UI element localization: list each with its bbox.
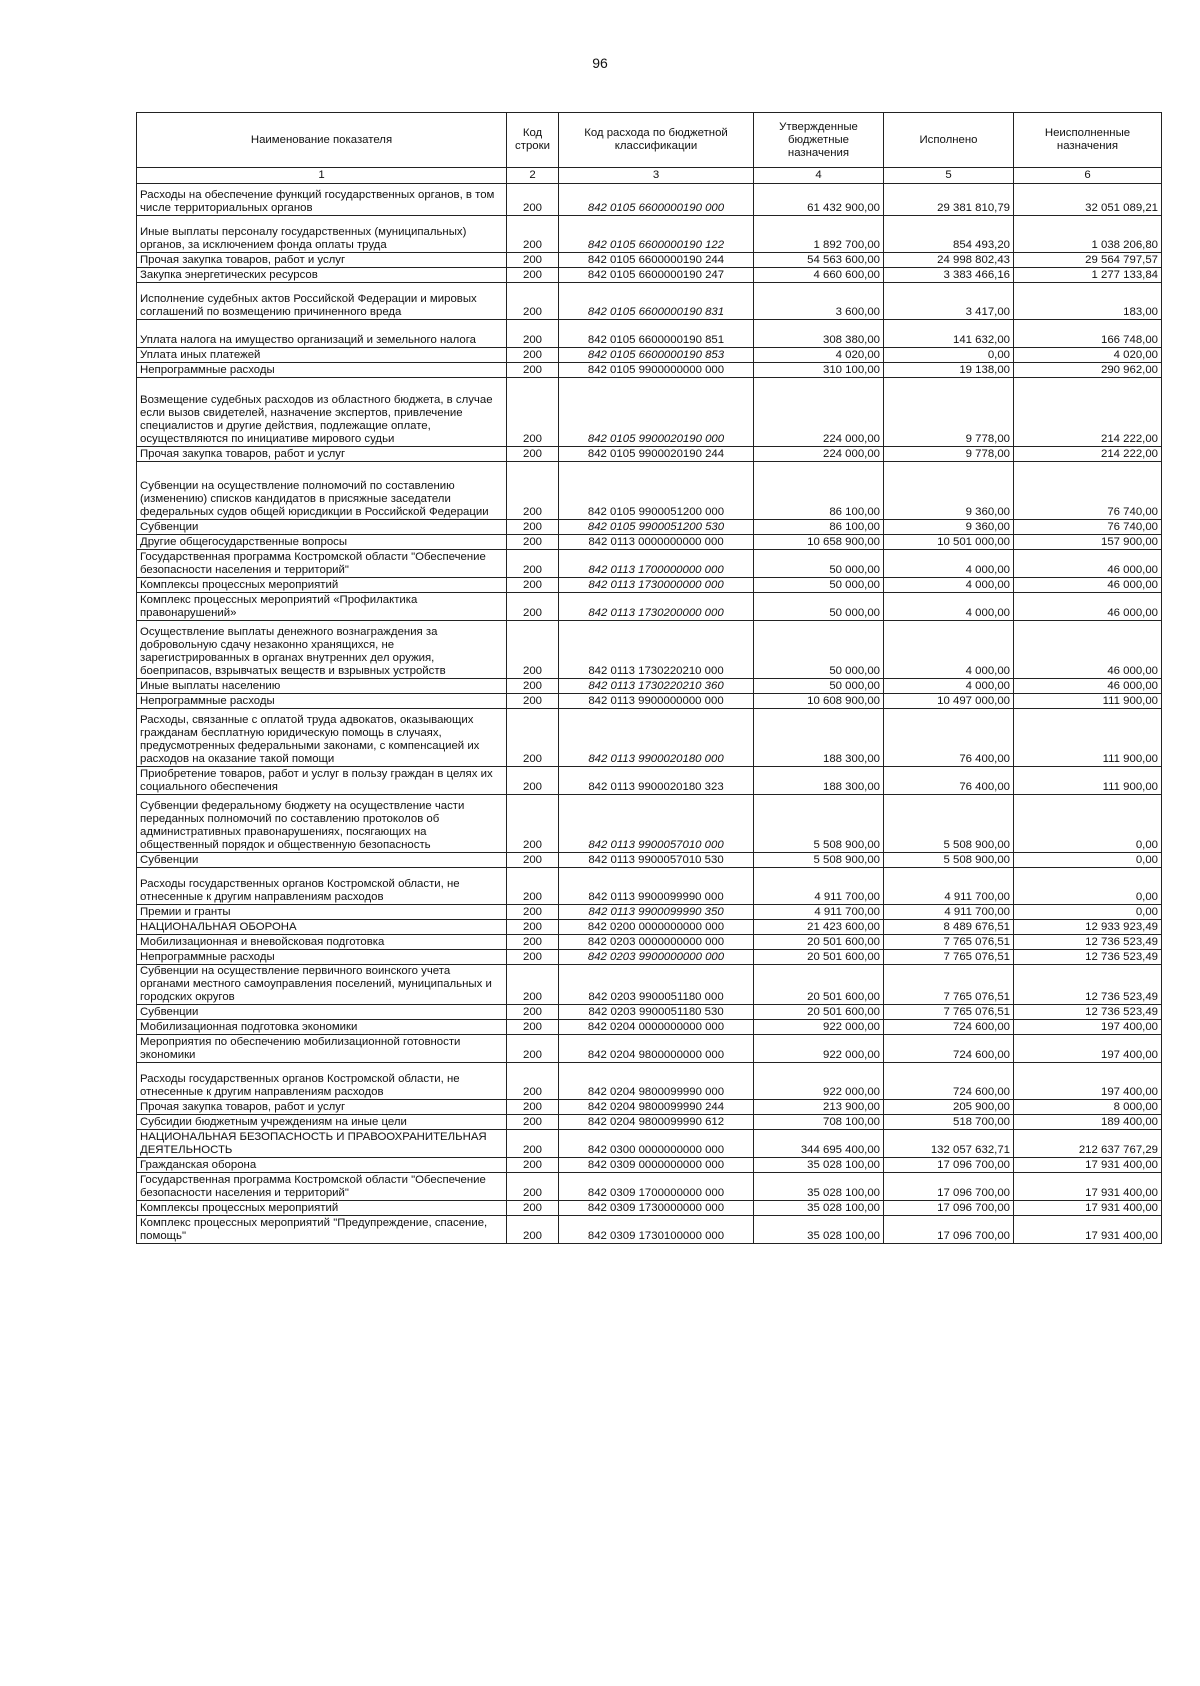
table-row [137,621,1162,679]
row-approved: 20 501 600,00 [754,1005,884,1020]
row-code: 200 [507,283,559,320]
row-class-code: 842 0113 9900057010 000 [559,795,754,853]
row-name: Субвенции [137,853,507,868]
table-row [137,709,1162,767]
row-unexecuted: 46 000,00 [1014,679,1162,694]
table-row [137,268,1162,283]
row-class-code: 842 0113 1730220210 000 [559,621,754,679]
row-name: Приобретение товаров, работ и услуг в пользу граждан в целях их социального обеспечения [137,767,507,795]
row-code: 200 [507,935,559,950]
row-code: 200 [507,1063,559,1100]
row-approved: 86 100,00 [754,520,884,535]
row-executed: 76 400,00 [884,767,1014,795]
row-class-code: 842 0113 1700000000 000 [559,550,754,578]
row-name: Прочая закупка товаров, работ и услуг [137,253,507,268]
table-row [137,1100,1162,1115]
row-approved: 4 911 700,00 [754,905,884,920]
row-name: Субвенции на осуществление первичного воинского учета органами местного самоуправления поселений, муниципальных и городских округов [137,965,507,1005]
table-row [137,767,1162,795]
row-class-code: 842 0105 9900051200 530 [559,520,754,535]
row-code: 200 [507,447,559,462]
row-executed: 141 632,00 [884,320,1014,348]
row-class-code: 842 0105 6600000190 853 [559,348,754,363]
row-code: 200 [507,268,559,283]
row-unexecuted: 17 931 400,00 [1014,1173,1162,1201]
row-unexecuted: 29 564 797,57 [1014,253,1162,268]
row-code: 200 [507,694,559,709]
row-code: 200 [507,1201,559,1216]
column-number-row [137,168,1162,184]
row-code: 200 [507,184,559,216]
row-unexecuted: 76 740,00 [1014,462,1162,520]
row-class-code: 842 0203 9900000000 000 [559,950,754,965]
row-name: Прочая закупка товаров, работ и услуг [137,1100,507,1115]
row-name: Гражданская оборона [137,1158,507,1173]
row-approved: 35 028 100,00 [754,1216,884,1244]
row-name: Государственная программа Костромской области "Обеспечение безопасности населения и территорий" [137,1173,507,1201]
row-executed: 4 000,00 [884,679,1014,694]
row-executed: 4 911 700,00 [884,905,1014,920]
row-approved: 20 501 600,00 [754,965,884,1005]
row-executed: 0,00 [884,348,1014,363]
row-approved: 61 432 900,00 [754,184,884,216]
row-unexecuted: 12 736 523,49 [1014,950,1162,965]
row-unexecuted: 1 277 133,84 [1014,268,1162,283]
row-class-code: 842 0113 1730220210 360 [559,679,754,694]
table-row [137,1005,1162,1020]
row-name: Комплекс процессных мероприятий "Предупреждение, спасение, помощь" [137,1216,507,1244]
row-unexecuted: 46 000,00 [1014,621,1162,679]
row-approved: 188 300,00 [754,767,884,795]
row-unexecuted: 111 900,00 [1014,767,1162,795]
row-name: Другие общегосударственные вопросы [137,535,507,550]
row-approved: 50 000,00 [754,550,884,578]
row-executed: 7 765 076,51 [884,1005,1014,1020]
row-code: 200 [507,868,559,905]
table-row [137,378,1162,447]
row-name: Уплата иных платежей [137,348,507,363]
row-class-code: 842 0105 6600000190 831 [559,283,754,320]
table-row [137,950,1162,965]
table-row [137,578,1162,593]
row-approved: 922 000,00 [754,1035,884,1063]
row-executed: 3 417,00 [884,283,1014,320]
row-approved: 35 028 100,00 [754,1173,884,1201]
row-unexecuted: 183,00 [1014,283,1162,320]
row-class-code: 842 0200 0000000000 000 [559,920,754,935]
row-unexecuted: 12 736 523,49 [1014,965,1162,1005]
row-unexecuted: 8 000,00 [1014,1100,1162,1115]
row-approved: 35 028 100,00 [754,1201,884,1216]
row-class-code: 842 0105 9900051200 000 [559,462,754,520]
row-code: 200 [507,1035,559,1063]
row-name: Субвенции федеральному бюджету на осуществление части переданных полномочий по составлению протоколов об административных правонарушениях, посягающих на общественный порядок и общественную безопасность [137,795,507,853]
column-number: 4 [754,168,884,184]
row-unexecuted: 1 038 206,80 [1014,216,1162,253]
row-executed: 19 138,00 [884,363,1014,378]
table-row [137,694,1162,709]
row-approved: 922 000,00 [754,1020,884,1035]
table-row [137,1130,1162,1158]
table-row [137,283,1162,320]
column-number: 5 [884,168,1014,184]
row-class-code: 842 0105 6600000190 122 [559,216,754,253]
row-executed: 10 497 000,00 [884,694,1014,709]
row-name: Закупка энергетических ресурсов [137,268,507,283]
row-executed: 29 381 810,79 [884,184,1014,216]
table-row [137,935,1162,950]
row-approved: 213 900,00 [754,1100,884,1115]
row-class-code: 842 0105 9900020190 000 [559,378,754,447]
row-code: 200 [507,535,559,550]
row-code: 200 [507,950,559,965]
row-class-code: 842 0309 1730000000 000 [559,1201,754,1216]
row-class-code: 842 0309 1730100000 000 [559,1216,754,1244]
row-code: 200 [507,1158,559,1173]
row-code: 200 [507,709,559,767]
row-code: 200 [507,216,559,253]
row-class-code: 842 0113 9900020180 000 [559,709,754,767]
row-code: 200 [507,1216,559,1244]
row-unexecuted: 197 400,00 [1014,1035,1162,1063]
row-name: Иные выплаты персоналу государственных (муниципальных) органов, за исключением фонда оплаты труда [137,216,507,253]
row-code: 200 [507,348,559,363]
row-executed: 4 000,00 [884,621,1014,679]
row-unexecuted: 212 637 767,29 [1014,1130,1162,1158]
row-code: 200 [507,253,559,268]
row-code: 200 [507,965,559,1005]
column-header-approved: Утвержденные бюджетные назначения [754,113,884,168]
row-code: 200 [507,795,559,853]
row-code: 200 [507,920,559,935]
table-row [137,1115,1162,1130]
row-name: Непрограммные расходы [137,363,507,378]
row-unexecuted: 32 051 089,21 [1014,184,1162,216]
row-unexecuted: 214 222,00 [1014,378,1162,447]
table-row [137,679,1162,694]
row-class-code: 842 0105 6600000190 000 [559,184,754,216]
row-name: Расходы государственных органов Костромской области, не отнесенные к другим направлениям расходов [137,868,507,905]
row-approved: 21 423 600,00 [754,920,884,935]
row-code: 200 [507,578,559,593]
row-approved: 20 501 600,00 [754,950,884,965]
row-name: Непрограммные расходы [137,950,507,965]
row-class-code: 842 0113 9900020180 323 [559,767,754,795]
row-name: Мобилизационная и вневойсковая подготовка [137,935,507,950]
row-class-code: 842 0105 9900020190 244 [559,447,754,462]
row-executed: 5 508 900,00 [884,853,1014,868]
row-unexecuted: 111 900,00 [1014,709,1162,767]
row-name: Государственная программа Костромской области "Обеспечение безопасности населения и территорий" [137,550,507,578]
row-name: Субвенции на осуществление полномочий по составлению (изменению) списков кандидатов в присяжные заседатели федеральных судов общей юрисдикции в Российской Федерации [137,462,507,520]
row-class-code: 842 0309 1700000000 000 [559,1173,754,1201]
column-header-name: Наименование показателя [137,113,507,168]
row-approved: 4 660 600,00 [754,268,884,283]
row-executed: 854 493,20 [884,216,1014,253]
row-approved: 5 508 900,00 [754,795,884,853]
row-unexecuted: 76 740,00 [1014,520,1162,535]
row-unexecuted: 0,00 [1014,905,1162,920]
row-class-code: 842 0203 9900051180 530 [559,1005,754,1020]
row-approved: 86 100,00 [754,462,884,520]
row-name: Иные выплаты населению [137,679,507,694]
row-class-code: 842 0113 1730000000 000 [559,578,754,593]
table-row [137,253,1162,268]
column-header-executed: Исполнено [884,113,1014,168]
column-number: 3 [559,168,754,184]
row-executed: 9 778,00 [884,378,1014,447]
column-number: 6 [1014,168,1162,184]
row-unexecuted: 166 748,00 [1014,320,1162,348]
table-row [137,348,1162,363]
row-approved: 1 892 700,00 [754,216,884,253]
row-executed: 724 600,00 [884,1020,1014,1035]
row-unexecuted: 17 931 400,00 [1014,1158,1162,1173]
row-code: 200 [507,550,559,578]
table-row [137,535,1162,550]
row-approved: 3 600,00 [754,283,884,320]
row-name: НАЦИОНАЛЬНАЯ БЕЗОПАСНОСТЬ И ПРАВООХРАНИТЕЛЬНАЯ ДЕЯТЕЛЬНОСТЬ [137,1130,507,1158]
row-name: Премии и гранты [137,905,507,920]
row-executed: 7 765 076,51 [884,965,1014,1005]
row-executed: 205 900,00 [884,1100,1014,1115]
row-approved: 54 563 600,00 [754,253,884,268]
row-approved: 344 695 400,00 [754,1130,884,1158]
table-row [137,905,1162,920]
row-approved: 50 000,00 [754,621,884,679]
row-class-code: 842 0204 9800099990 000 [559,1063,754,1100]
row-name: Комплексы процессных мероприятий [137,1201,507,1216]
row-unexecuted: 0,00 [1014,868,1162,905]
row-unexecuted: 4 020,00 [1014,348,1162,363]
row-unexecuted: 46 000,00 [1014,593,1162,621]
column-header-row-code: Код строки [507,113,559,168]
row-unexecuted: 290 962,00 [1014,363,1162,378]
table-body [137,184,1162,1244]
row-unexecuted: 111 900,00 [1014,694,1162,709]
column-number: 2 [507,168,559,184]
row-code: 200 [507,520,559,535]
column-number: 1 [137,168,507,184]
table-row [137,363,1162,378]
row-code: 200 [507,320,559,348]
row-class-code: 842 0203 9900051180 000 [559,965,754,1005]
row-name: Расходы государственных органов Костромской области, не отнесенные к другим направлениям расходов [137,1063,507,1100]
row-class-code: 842 0105 9900000000 000 [559,363,754,378]
row-code: 200 [507,1173,559,1201]
row-class-code: 842 0113 1730200000 000 [559,593,754,621]
row-code: 200 [507,378,559,447]
row-approved: 35 028 100,00 [754,1158,884,1173]
row-class-code: 842 0105 6600000190 244 [559,253,754,268]
row-approved: 708 100,00 [754,1115,884,1130]
row-executed: 4 000,00 [884,593,1014,621]
row-executed: 9 778,00 [884,447,1014,462]
row-unexecuted: 157 900,00 [1014,535,1162,550]
row-name: Комплексы процессных мероприятий [137,578,507,593]
row-unexecuted: 214 222,00 [1014,447,1162,462]
table-row [137,1020,1162,1035]
table-row [137,1035,1162,1063]
row-executed: 3 383 466,16 [884,268,1014,283]
row-class-code: 842 0113 0000000000 000 [559,535,754,550]
row-executed: 7 765 076,51 [884,950,1014,965]
column-header-class-code: Код расхода по бюджетной классификации [559,113,754,168]
row-executed: 518 700,00 [884,1115,1014,1130]
row-name: НАЦИОНАЛЬНАЯ ОБОРОНА [137,920,507,935]
row-name: Мероприятия по обеспечению мобилизационной готовности экономики [137,1035,507,1063]
row-class-code: 842 0204 0000000000 000 [559,1020,754,1035]
row-executed: 17 096 700,00 [884,1216,1014,1244]
row-unexecuted: 0,00 [1014,795,1162,853]
table-row [137,320,1162,348]
row-approved: 188 300,00 [754,709,884,767]
row-unexecuted: 17 931 400,00 [1014,1216,1162,1244]
row-executed: 8 489 676,51 [884,920,1014,935]
row-approved: 50 000,00 [754,679,884,694]
row-code: 200 [507,462,559,520]
row-class-code: 842 0300 0000000000 000 [559,1130,754,1158]
row-approved: 4 020,00 [754,348,884,363]
row-approved: 224 000,00 [754,378,884,447]
row-class-code: 842 0204 9800000000 000 [559,1035,754,1063]
row-class-code: 842 0113 9900000000 000 [559,694,754,709]
row-executed: 4 000,00 [884,578,1014,593]
row-unexecuted: 46 000,00 [1014,550,1162,578]
row-unexecuted: 197 400,00 [1014,1063,1162,1100]
row-name: Осуществление выплаты денежного вознаграждения за добровольную сдачу незаконно хранящихся, не зарегистрированных в органах внутренних дел оружия, боеприпасов, взрывчатых веществ и взрывных устройств [137,621,507,679]
row-name: Непрограммные расходы [137,694,507,709]
row-executed: 17 096 700,00 [884,1158,1014,1173]
table-row [137,1063,1162,1100]
row-approved: 310 100,00 [754,363,884,378]
row-unexecuted: 197 400,00 [1014,1020,1162,1035]
row-code: 200 [507,1005,559,1020]
table-row [137,184,1162,216]
table-row [137,593,1162,621]
row-executed: 7 765 076,51 [884,935,1014,950]
row-unexecuted: 12 736 523,49 [1014,935,1162,950]
row-approved: 50 000,00 [754,578,884,593]
row-executed: 4 911 700,00 [884,868,1014,905]
row-approved: 5 508 900,00 [754,853,884,868]
row-class-code: 842 0113 9900099990 350 [559,905,754,920]
row-unexecuted: 189 400,00 [1014,1115,1162,1130]
row-executed: 724 600,00 [884,1063,1014,1100]
row-name: Исполнение судебных актов Российской Федерации и мировых соглашений по возмещению причиненного вреда [137,283,507,320]
page-number: 96 [592,55,608,71]
row-name: Субсидии бюджетным учреждениям на иные цели [137,1115,507,1130]
row-name: Мобилизационная подготовка экономики [137,1020,507,1035]
row-name: Субвенции [137,1005,507,1020]
row-executed: 9 360,00 [884,462,1014,520]
row-unexecuted: 46 000,00 [1014,578,1162,593]
row-approved: 922 000,00 [754,1063,884,1100]
row-executed: 5 508 900,00 [884,795,1014,853]
row-code: 200 [507,1130,559,1158]
row-class-code: 842 0113 9900099990 000 [559,868,754,905]
row-name: Субвенции [137,520,507,535]
row-executed: 24 998 802,43 [884,253,1014,268]
row-class-code: 842 0204 9800099990 244 [559,1100,754,1115]
row-code: 200 [507,363,559,378]
row-executed: 17 096 700,00 [884,1201,1014,1216]
row-code: 200 [507,1115,559,1130]
row-executed: 4 000,00 [884,550,1014,578]
table-row [137,216,1162,253]
row-name: Комплекс процессных мероприятий «Профилактика правонарушений» [137,593,507,621]
row-code: 200 [507,679,559,694]
row-approved: 224 000,00 [754,447,884,462]
row-code: 200 [507,621,559,679]
table-row [137,1158,1162,1173]
column-header-unexecuted: Неисполненные назначения [1014,113,1162,168]
row-name: Возмещение судебных расходов из областного бюджета, в случае если вызов свидетелей, назначение экспертов, привлечение специалистов и другие действия, подлежащие оплате, осуществляются по инициативе мирового судьи [137,378,507,447]
table-row [137,462,1162,520]
row-code: 200 [507,1100,559,1115]
row-code: 200 [507,767,559,795]
budget-execution-table [136,112,1162,1244]
row-name: Уплата налога на имущество организаций и земельного налога [137,320,507,348]
table-row [137,853,1162,868]
table-row [137,965,1162,1005]
row-executed: 724 600,00 [884,1035,1014,1063]
row-name: Расходы на обеспечение функций государственных органов, в том числе территориальных органов [137,184,507,216]
row-executed: 132 057 632,71 [884,1130,1014,1158]
row-code: 200 [507,1020,559,1035]
row-code: 200 [507,853,559,868]
row-code: 200 [507,593,559,621]
row-class-code: 842 0204 9800099990 612 [559,1115,754,1130]
table-row [137,1216,1162,1244]
row-name: Прочая закупка товаров, работ и услуг [137,447,507,462]
table-row [137,550,1162,578]
table-row [137,520,1162,535]
row-name: Расходы, связанные с оплатой труда адвокатов, оказывающих гражданам бесплатную юридическую помощь в случаях, предусмотренных федеральными законами, с компенсацией их расходов на оказание такой помощи [137,709,507,767]
row-unexecuted: 17 931 400,00 [1014,1201,1162,1216]
row-class-code: 842 0309 0000000000 000 [559,1158,754,1173]
row-approved: 4 911 700,00 [754,868,884,905]
table-row [137,447,1162,462]
row-approved: 20 501 600,00 [754,935,884,950]
row-unexecuted: 12 933 923,49 [1014,920,1162,935]
row-executed: 76 400,00 [884,709,1014,767]
row-class-code: 842 0203 0000000000 000 [559,935,754,950]
table-row [137,1201,1162,1216]
row-class-code: 842 0105 6600000190 247 [559,268,754,283]
row-unexecuted: 0,00 [1014,853,1162,868]
table-header-row [137,113,1162,168]
row-executed: 10 501 000,00 [884,535,1014,550]
table-row [137,920,1162,935]
row-unexecuted: 12 736 523,49 [1014,1005,1162,1020]
row-executed: 9 360,00 [884,520,1014,535]
row-approved: 308 380,00 [754,320,884,348]
row-executed: 17 096 700,00 [884,1173,1014,1201]
row-class-code: 842 0105 6600000190 851 [559,320,754,348]
row-approved: 10 608 900,00 [754,694,884,709]
table-row [137,1173,1162,1201]
table-row [137,795,1162,853]
row-approved: 10 658 900,00 [754,535,884,550]
table-row [137,868,1162,905]
row-code: 200 [507,905,559,920]
row-approved: 50 000,00 [754,593,884,621]
row-class-code: 842 0113 9900057010 530 [559,853,754,868]
